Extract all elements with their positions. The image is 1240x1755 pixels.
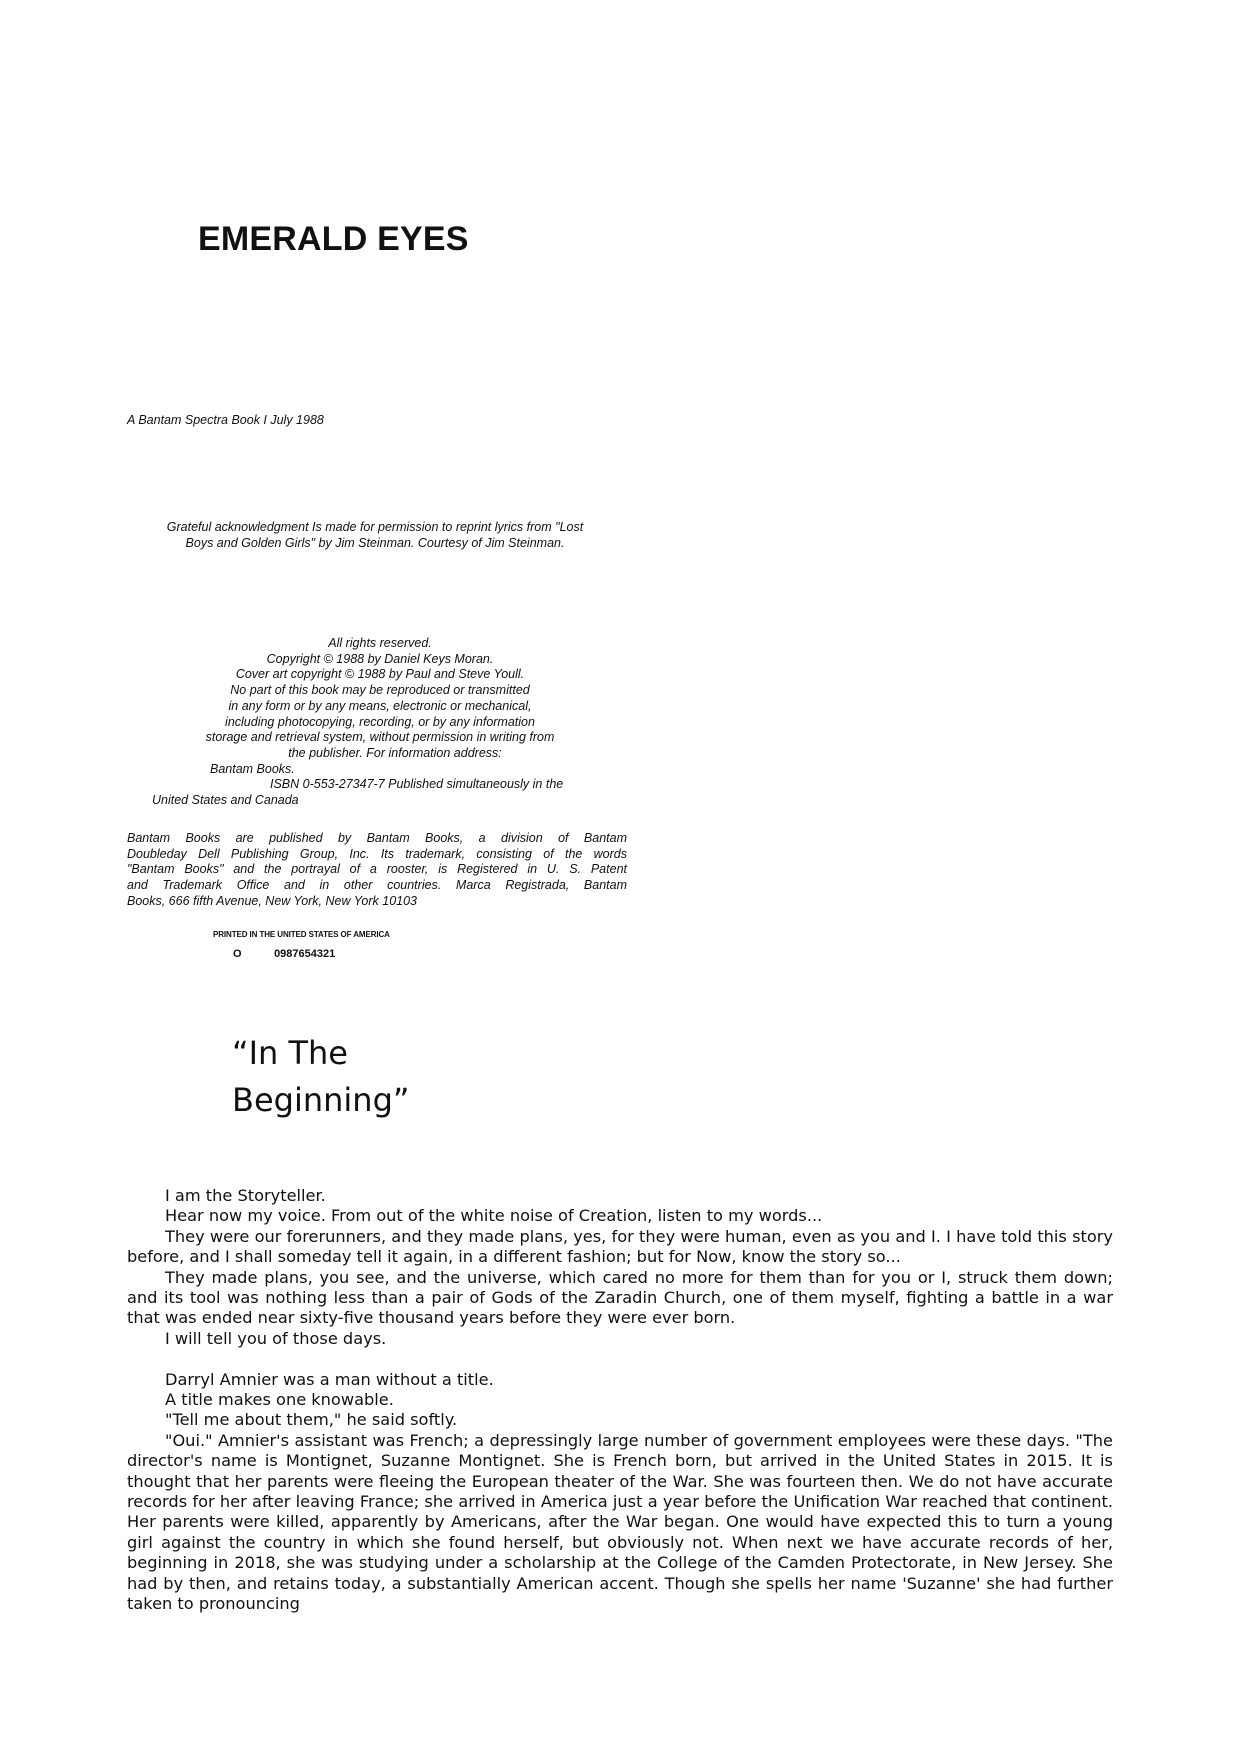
publisher-line: Bantam Books are published by Bantam Books, a division of Bantam [127,831,627,845]
publisher-line: Books, 666 fifth Avenue, New York, New York 10103 [127,893,417,908]
rights-line: No part of this book may be reproduced or transmitted [230,683,530,698]
rights-line: including photocopying, recording, or by any information [225,714,535,729]
rights-line: in any form or by any means, electronic or mechanical, [228,698,532,713]
paragraph: "Tell me about them," he said softly. [165,1410,458,1430]
rights-line: United States and Canada [152,793,299,808]
paragraph: A title makes one knowable. [165,1390,394,1410]
paragraph: I am the Storyteller. [165,1186,326,1205]
acknowledgment: Grateful acknowledgment Is made for permission to reprint lyrics from "Lost Boys and Golden Girls" by Jim Steinman. Courtesy of Jim Steinman. [166,520,584,550]
chapter-title [232,1030,409,1124]
rights-line: All rights reserved. [328,636,432,650]
rights-line: Copyright © 1988 by Daniel Keys Moran. [266,651,494,666]
rights-line: Bantam Books. [210,761,295,776]
imprint-line: A Bantam Spectra Book I July 1988 [127,413,324,427]
paragraph: I will tell you of those days. [165,1328,387,1348]
print-line-numbers: 0987654321 [274,948,336,960]
rights-line: storage and retrieval system, without permission in writing from [205,730,555,745]
paragraph: They were our forerunners, and they made plans, yes, for they were human, even as you and I. I have told this story before, and I shall someday tell it again, in a different fashion; but for Now, know the story so... [127,1226,1113,1267]
print-code-letter: O [233,948,242,960]
chapter-title-line: Beginning” [232,1081,410,1119]
paragraph: They made plans, you see, and the universe, which cared no more for them than for you or I, struck them down; and its tool was nothing less than a pair of Gods of the Zaradin Church, one of them myself, fighting a battle in a war that was ended near sixty-five thousand years before they were ever born. [127,1267,1113,1328]
copyright-block [150,636,610,809]
rights-line: the publisher. For information address: [288,745,502,760]
publisher-line: "Bantam Books" and the portrayal of a rooster, is Registered in U. S. Patent [127,862,627,877]
paragraph: "Oui." Amnier's assistant was French; a depressingly large number of government employees were these days. "The director's name is Montignet, Suzanne Montignet. She is French born, but arrived in the United States in 2015. It is thought that her parents were fleeing the European theater of the War. She was fourteen then. We do not have accurate records for her after leaving France; she arrived in America just a year before the Unification War reached that continent. Her parents were killed, apparently by Americans, after the War began. One would have expected this to turn a young girl against the country in which she found herself, but obviously not. When next we have accurate records of her, beginning in 2018, she was studying under a scholarship at the College of the Camden Protectorate, in New Jersey. She had by then, and retains today, a substantially American accent. Though she spells her name 'Suzanne' she had further taken to pronouncing [127,1430,1113,1614]
publisher-line: Doubleday Dell Publishing Group, Inc. Its trademark, consisting of the words [127,846,627,861]
book-title: EMERALD EYES [198,220,469,258]
paragraph: Hear now my voice. From out of the white noise of Creation, listen to my words... [165,1206,823,1226]
chapter-title-line: “In The [232,1034,348,1072]
story-text [127,1186,1113,1615]
publisher-line: and Trademark Office and in other countries. Marca Registrada, Bantam [127,878,627,893]
printing-line [233,948,335,960]
paragraph: Darryl Amnier was a man without a title. [165,1369,494,1389]
publisher-notice [127,831,627,910]
printed-in-notice: PRINTED IN THE UNITED STATES OF AMERICA [213,930,390,939]
rights-line: Cover art copyright © 1988 by Paul and Steve Youll. [235,667,525,682]
rights-line: ISBN 0-553-27347-7 Published simultaneously in the [270,777,564,792]
